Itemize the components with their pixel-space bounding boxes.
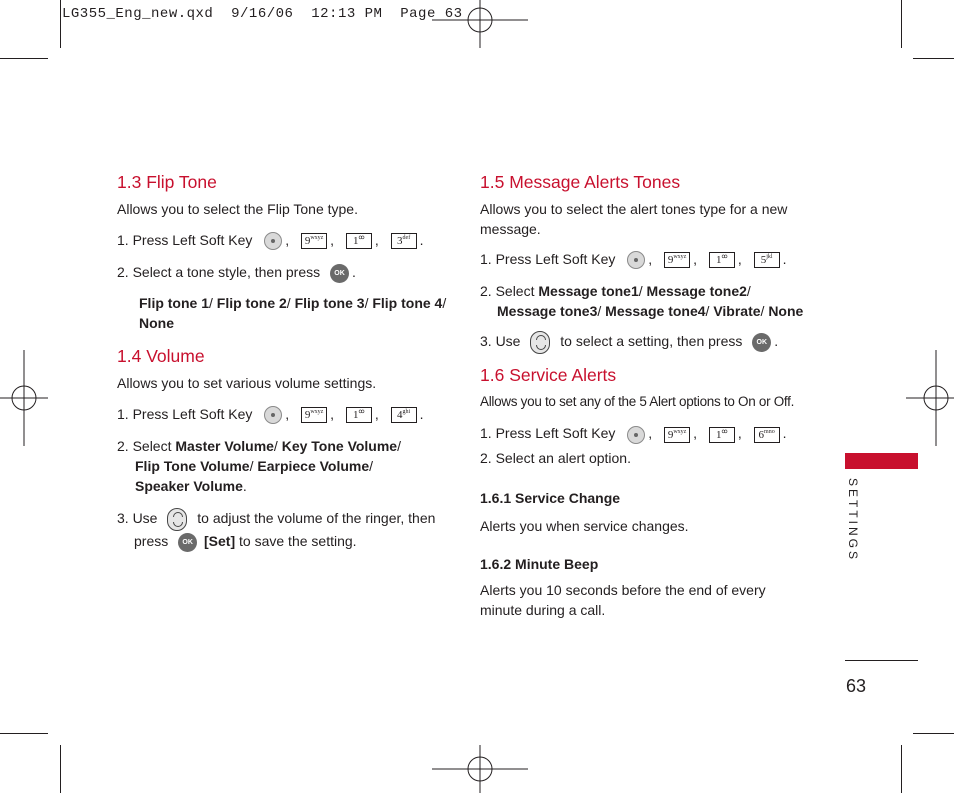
- navigation-key-icon: [530, 331, 550, 354]
- section-title-flip-tone: 1.3 Flip Tone: [117, 172, 217, 192]
- section-tab-marker: [845, 453, 918, 469]
- left-soft-key-icon: [264, 406, 282, 424]
- paragraph: Allows you to select the Flip Tone type.: [117, 201, 358, 217]
- right-column: [480, 171, 820, 620]
- section-title-service-alerts: 1.6 Service Alerts: [480, 365, 617, 386]
- paragraph: Allows you to set various volume settings.: [117, 375, 377, 392]
- ok-key-icon: OK: [330, 264, 349, 283]
- crop-mark: [60, 745, 61, 793]
- registration-mark-icon: [0, 350, 48, 446]
- key-9-icon: $9^{wxyz}$: [301, 407, 327, 423]
- ok-key-icon: OK: [178, 533, 197, 552]
- crop-mark: [60, 0, 61, 48]
- section-title-volume: 1.4 Volume: [117, 346, 205, 367]
- option-list: Flip tone 1/ Flip tone 2/ Flip tone 3/ Flip tone 4/ None: [139, 295, 447, 332]
- key-3-icon: $3^{def}$: [391, 233, 417, 249]
- registration-mark-icon: [432, 745, 528, 793]
- step: 3. Use to adjust the volume of the ringer, then press OK [Set] to save the setting.: [117, 508, 457, 552]
- key-1-icon: $1^ꝏ$: [346, 407, 372, 423]
- navigation-key-icon: [167, 508, 187, 531]
- crop-mark: [913, 58, 954, 59]
- key-1-icon: $1^ꝏ$: [346, 233, 372, 249]
- paragraph: Allows you to select the alert tones type for a new message.: [480, 201, 788, 237]
- paragraph: Alerts you 10 seconds before the end of every minute during a call.: [480, 581, 766, 618]
- section-title-message-alerts: 1.5 Message Alerts Tones: [480, 172, 681, 192]
- subsection-title-minute-beep: 1.6.2 Minute Beep: [480, 555, 599, 572]
- page-number: 63: [846, 676, 867, 696]
- side-tab-label: SETTINGS: [846, 478, 860, 563]
- ok-key-icon: OK: [752, 333, 771, 352]
- left-soft-key-icon: [264, 232, 282, 250]
- step: 1. Press Left Soft Key , $9^{wxyz}$ , $1^ꝏ$ , $4^{ghi}$ .: [117, 404, 457, 424]
- key-9-icon: $9^{wxyz}$: [664, 427, 690, 443]
- registration-mark-icon: [906, 350, 954, 446]
- step: 2. Select Message tone1/ Message tone2/ Message tone3/ Message tone4/ Vibrate/ None: [480, 283, 804, 320]
- key-1-icon: $1^ꝏ$: [709, 252, 735, 268]
- step: 1. Press Left Soft Key , $9^{wxyz}$ , $1^ꝏ$ , $5^{jkl}$ .: [480, 249, 820, 269]
- crop-mark: [913, 733, 954, 734]
- key-9-icon: $9^{wxyz}$: [301, 233, 327, 249]
- crop-mark: [0, 58, 48, 59]
- step: 2. Select an alert option.: [480, 449, 631, 466]
- key-5-icon: $5^{jkl}$: [754, 252, 780, 268]
- paragraph: Alerts you when service changes.: [480, 517, 689, 534]
- step: 1. Press Left Soft Key , $9^{wxyz}$ , $1^ꝏ$ , $6^{mno}$ .: [480, 423, 820, 443]
- key-4-icon: $4^{ghi}$: [391, 407, 417, 423]
- page-number-rule: [845, 660, 918, 661]
- left-soft-key-icon: [627, 251, 645, 269]
- paragraph: Allows you to set any of the 5 Alert options to On or Off.: [480, 394, 795, 410]
- step: 2. Select a tone style, then press OK .: [117, 262, 457, 283]
- key-1-icon: $1^ꝏ$: [709, 427, 735, 443]
- subsection-title-service-change: 1.6.1 Service Change: [480, 489, 621, 506]
- crop-mark: [901, 745, 902, 793]
- key-9-icon: $9^{wxyz}$: [664, 252, 690, 268]
- crop-mark: [901, 0, 902, 48]
- step: 1. Press Left Soft Key , $9^{wxyz}$ , $1^ꝏ$ , $3^{def}$ .: [117, 230, 457, 250]
- left-column: [117, 171, 457, 552]
- key-6-icon: $6^{mno}$: [754, 427, 780, 443]
- step: 3. Use to select a setting, then press OK .: [480, 331, 820, 354]
- step: 2. Select Master Volume/ Key Tone Volume/ Flip Tone Volume/ Earpiece Volume/ Speaker Volume.: [117, 438, 401, 495]
- crop-mark: [0, 733, 48, 734]
- print-header: LG355_Eng_new.qxd 9/16/06 12:13 PM Page 63: [62, 6, 463, 22]
- left-soft-key-icon: [627, 426, 645, 444]
